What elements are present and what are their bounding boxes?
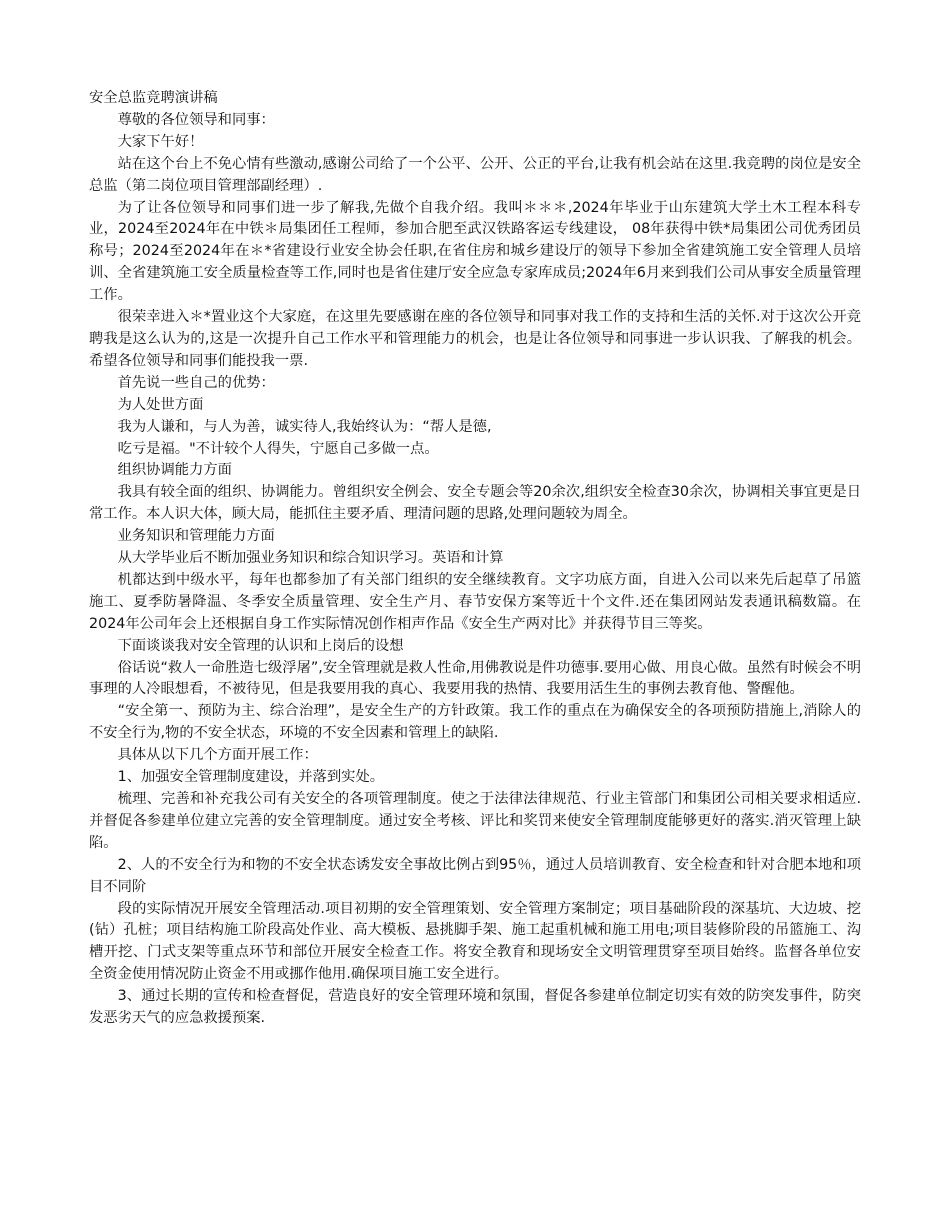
- paragraph-opening: 站在这个台上不免心情有些激动,感谢公司给了一个公平、公开、公正的平台,让我有机会站在这里.我竞聘的岗位是安全总监（第二岗位项目管理部副经理）.: [89, 155, 861, 194]
- heading-safety-vision: 下面谈谈我对安全管理的认识和上岗后的设想: [117, 637, 404, 654]
- paragraph-item-2-body: 段的实际情况开展安全管理活动.项目初期的安全管理策划、安全管理方案制定；项目基础阶段的深基坑、大边坡、挖(钻）孔桩；项目结构施工阶段高处作业、高大模板、悬挑脚手架、施工起重机械和施工用电;项目装修阶段的吊篮施工、沟槽开挖、门式支架等重点环节和部位开展安全检查工作。将安全教育和现场安全文明管理贯穿至项目始终。监督各单位安全资金使用情况防止资金不用或挪作他用.确保项目施工安全进行。: [89, 900, 861, 983]
- document-body: [89, 110, 861, 1030]
- paragraph-salutation: 尊敬的各位领导和同事：: [117, 111, 275, 128]
- paragraph-gratitude: 很荣幸进入＊*置业这个大家庭，在这里先要感谢在座的各位领导和同事对我工作的支持和生活的关怀.对于这次公开竞聘我是这么认为的,这是一次提升自己工作水平和管理能力的机会，也是让各位领导和同事进一步认识我、了解我的机会。希望各位领导和同事们能投我一票.: [89, 309, 861, 369]
- paragraph-proverb: 俗话说“救人一命胜造七级浮屠”,安全管理就是救人性命,用佛教说是件功德事.要用心做、用良心做。虽然有时候会不明事理的人冷眼想看，不被待见，但是我要用我的真心、我要用我的热情、我要用活生生的事例去教育他、警醒他。: [89, 659, 861, 698]
- paragraph-item-2-heading: 2、人的不安全行为和物的不安全状态诱发安全事故比例占到95％，通过人员培训教育、安全检查和针对合肥本地和项目不同阶: [89, 856, 861, 895]
- paragraph-interpersonal-2: 吃亏是福。"不计较个人得失，宁愿自己多做一点。: [117, 440, 439, 457]
- paragraph-coordination: 我具有较全面的组织、协调能力。曾组织安全例会、安全专题会等20余次,组织安全检查30余次，协调相关事宜更是日常工作。本人识大体，顾大局，能抓住主要矛盾、理清问题的思路,处理问题较为周全。: [89, 484, 861, 523]
- paragraph-item-1-heading: 1、加强安全管理制度建设，并落到实处。: [117, 769, 385, 786]
- heading-interpersonal: 为人处世方面: [117, 396, 204, 413]
- paragraph-strengths-intro: 首先说一些自己的优势：: [117, 374, 275, 391]
- paragraph-business-knowledge-1: 从大学毕业后不断加强业务知识和综合知识学习。英语和计算: [117, 550, 504, 567]
- heading-coordination: 组织协调能力方面: [117, 462, 232, 479]
- paragraph-business-knowledge-2: 机都达到中级水平，每年也都参加了有关部门组织的安全继续教育。文字功底方面，自进入公司以来先后起草了吊篮施工、夏季防暑降温、冬季安全质量管理、安全生产月、春节安保方案等近十个文件.还在集团网站发表通讯稿数篇。在2024年公司年会上还根据自身工作实际情况创作相声作品《安全生产两对比》并获得节目三等奖。: [89, 571, 861, 632]
- paragraph-work-plan-intro: 具体从以下几个方面开展工作：: [117, 747, 318, 764]
- paragraph-greeting: 大家下午好！: [117, 133, 204, 150]
- document-title: 安全总监竞聘演讲稿: [89, 90, 218, 106]
- paragraph-item-1-body: 梳理、完善和补充我公司有关安全的各项管理制度。使之于法律法律规范、行业主管部门和集团公司相关要求相适应.并督促各参建单位建立完善的安全管理制度。通过安全考核、评比和奖罚来使安全管理制度能够更好的落实.消灭管理上缺陷。: [89, 791, 861, 851]
- paragraph-self-introduction: 为了让各位领导和同事们进一步了解我,先做个自我介绍。我叫＊＊＊,2024年毕业于山东建筑大学土木工程本科专业，2024至2024年在中铁＊局集团任工程师，参加合肥至武汉铁路客运专线建设， 08年获得中铁*局集团公司优秀团员称号；2024至2024年在＊*省建设行业安全协会任职,在省住房和城乡建设厅的领导下参加全省建筑施工安全管理人员培训、全省建筑施工安全质量检查等工作,同时也是省住建厅安全应急专家库成员;2024年6月来到我们公司从事安全质量管理工作。: [89, 199, 861, 304]
- heading-business-knowledge: 业务知识和管理能力方面: [117, 528, 275, 545]
- paragraph-item-3: 3、通过长期的宣传和检查督促，营造良好的安全管理环境和氛围，督促各参建单位制定切实有效的防突发事件，防突发恶劣天气的应急救援预案.: [89, 988, 861, 1027]
- paragraph-interpersonal-1: 我为人谦和，与人为善，诚实待人,我始终认为：“帮人是德,: [117, 418, 492, 435]
- paragraph-policy: “安全第一、预防为主、综合治理”，是安全生产的方针政策。我工作的重点在为确保安全的各项预防措施上,消除人的不安全行为,物的不安全状态，环境的不安全因素和管理上的缺陷.: [89, 703, 861, 742]
